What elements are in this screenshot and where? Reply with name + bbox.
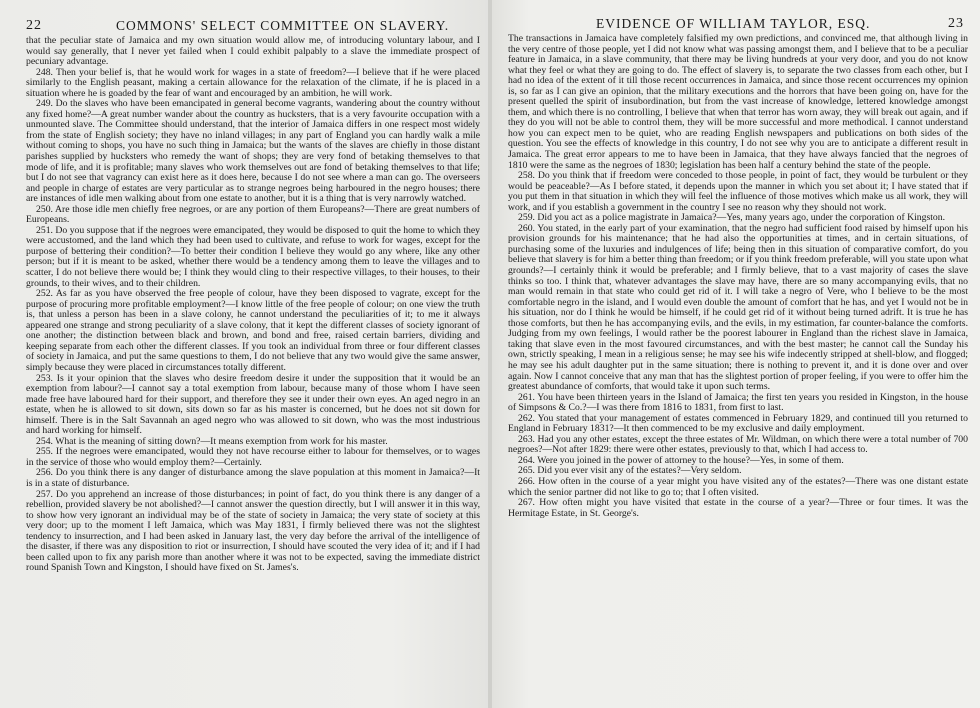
page-number: 22	[26, 18, 42, 33]
paragraph: 261. You have been thirteen years in the Island of Jamaica; the first ten years you resided in Kingston, in the house of Simpsons & Co.?—I was there from 1816 to 1831, from first to last.	[508, 391, 968, 414]
paragraph: 252. As far as you have observed the free people of colour, have they been disposed to vagrate, except for the purpose of procuring more profitable employment?—I know little of the free people of colour; on one view the truth is, that unless a person has been in a slave colony, he cannot understand the peculiarities of it; to me it always appeared one strange and strong peculiarity of a slave colony, that it kept the different classes of society ignorant of one another; the distinction between black and brown, and bond and free, raised certain barriers, dividing and keeping separate from each other the different classes. If you took an individual from three or four different classes of society in Jamaica, and put the same questions to them, I do not believe that any two would give the same answer, simply because they were placed in circumstances totally different.	[26, 288, 480, 373]
paragraph: The transactions in Jamaica have completely falsified my own predictions, and convinced me, that although living in the very centre of those people, yet I did not know what was passing amongst them, and I believe that to be a peculiar feature in Jamaica, in a slave community, that there may be living hundreds at your very door, and you do not know what they feel or what they are going to do. The effect of slavery is, to separate the two classes from each other, but I had no idea of the extent of it till those recent occurrences in Jamaica, and since those recent occurrences my opinion is, so far as I can give an opinion, that the military executions and the horrors that have been going on, have for the present quelled the spirit of insubordination, but from the vast increase of knowledge, lettered knowledge amongst them, and which there is no controlling, I believe that when that terror has worn away, they will break out again, and if they do you will not be able to control them, they will be more successful and more methodical. I cannot understand how you can expect men to be quiet, who are reading English newspapers and publications on both sides of the question. You see the effects of knowledge in this country, I do not see why you are to anticipate a different result in Jamaica. The great error appears to me to have been in Jamaica, that they have always fancied that the negroes of 1810 were the same as the negroes of 1830; legislation has been half a century behind the state of the people.	[508, 33, 968, 171]
right-text-body	[508, 34, 968, 519]
page-number: 23	[948, 16, 964, 31]
left-text-body	[26, 36, 480, 574]
paragraph: 254. What is the meaning of sitting down?—It means exemption from work for his master.	[36, 435, 388, 447]
paragraph: 256. Do you think there is any danger of disturbance among the slave population at this moment in Jamaica?—It is in a state of disturbance.	[26, 467, 480, 489]
paragraph: 265. Did you ever visit any of the estates?—Very seldom.	[518, 465, 742, 477]
paragraph: 263. Had you any other estates, except the three estates of Mr. Wildman, on which there were a total number of 700 negroes?—Not after 1829: there were other estates, previously to that, which I had access to.	[508, 433, 968, 456]
paragraph: 248. Then your belief is, that he would work for wages in a state of freedom?—I believe that if he were placed similarly to the English peasant, making a certain allowance for the relaxation of the climate, if he is placed in a situation where he is goaded by the fear of want and encouraged by an ambition, he will work.	[26, 66, 480, 99]
book-gutter	[488, 0, 492, 708]
paragraph: 267. How often might you have visited that estate in the course of a year?—Three or four times. It was the Hermitage Estate, in St. George's.	[508, 497, 968, 519]
running-head: COMMONS' SELECT COMMITTEE ON SLAVERY.	[116, 18, 450, 33]
left-header	[26, 18, 480, 36]
paragraph: 251. Do you suppose that if the negroes were emancipated, they would be disposed to quit the home to which they were accustomed, and the land which they had been used to cultivate, and refuse to work for wages, except for the purpose of bettering their condition?—To better their condition I believe they would go any where, like any other person; but if it is meant to be asked, whether there would be a tendency among them to leave the villages and to scatter, I do not believe there would be; I think they would cling to their respective villages, to their houses, to their grounds, to their wives, and to their children.	[26, 224, 480, 289]
right-page	[490, 0, 980, 708]
paragraph: 262. You stated that your management of estates commenced in February 1829, and continued till you returned to England in February 1831?—It then commenced to be my exclusive and daily employment.	[508, 412, 968, 435]
paragraph: 264. Were you joined in the power of attorney to the house?—Yes, in some of them.	[518, 454, 844, 466]
paragraph: 249. Do the slaves who have been emancipated in general become vagrants, wandering about the country without any fixed home?—A great number wander about the country as hucksters, that is a very favourite occupation with a unmounted slave. The Committee should understand, that the interior of Jamaica differs in one respect most widely from the state of English society; they have no inland villages; in any part of England you can hardly walk a mile without coming to shops, you have no such thing in Jamaica; but the wants of the slaves are chiefly in those distant parishes supplied by hucksters who remedy the want of shops; they are very fond of betaking themselves to that mode of life, and it is profitable; many slaves who work themselves out are fond of betaking themselves to that life; but I do not see that vagrancy can exist here as it does here, because I do not see where a man can go. The overseers and people in charge of estates are very particular as to strange negroes being harboured in the negro houses; there are instances of idle men walking about from one estate to another, but it is a thing that is very narrowly watched.	[26, 98, 480, 205]
paragraph: that the peculiar state of Jamaica and my own situation would allow me, of introducing voluntary labour, and I would say generally, that I never yet failed when I could exhibit palpably to a slave the immediate prospect of pecuniary advantage.	[26, 35, 480, 68]
paragraph: 266. How often in the course of a year might you have visited any of the estates?—There was one distant estate which the senior partner did not like to go to; that I often visited.	[508, 475, 968, 498]
paragraph: 259. Did you act as a police magistrate in Jamaica?—Yes, many years ago, under the corporation of Kingston.	[518, 212, 946, 224]
right-header	[508, 16, 968, 34]
paragraph: 257. Do you apprehend an increase of those disturbances; in point of fact, do you think there is any danger of a rebellion, provided slavery be not abolished?—I cannot answer the question directly, but I will answer it in this way, to show how very ignorant an individual may be of the state of society in Jamaica; the very state of society at this very door; up to the moment I left Jamaica, which was May 1831, I firmly believed there was not the slightest tendency to insurrection, and I had been asked in January last, the very day before the arrival of the intelligence of the disaster, if there was any disposition to riot or insurrection, I should have scouted the very idea of it; and if I had been called upon to fix any parish more than another where it was not to be expected, saving the immediate district round Spanish Town and Kingston, I should have fixed on St. James's.	[26, 488, 480, 574]
paragraph: 253. Is it your opinion that the slaves who desire freedom desire it under the supposition that it would be an exemption from labour?—I cannot say a total exemption from labour, because many of those whom I have seen made free have laboured hard for their support, and therefore they see it under their own eyes. An aged negro in an estate, when he is allowed to sit down, sits down so far as his master is concerned, but he does not sit down for himself. There is in the Salt Savannah an aged negro who was allowed to sit down, who was the most industrious and hard working for himself.	[26, 372, 480, 437]
paragraph: 260. You stated, in the early part of your examination, that the negro had sufficient food raised by himself upon his provision grounds for his maintenance; that he had also the opportunities at times, and in certain situations, of purchasing some of the luxuries and indulgences of life; being then in this situation of comparative comfort, do you believe that slavery is for him a better thing than freedom; or if you think freedom preferable, will you state upon what grounds?—I certainly think it would be preferable; and I firmly believe, that to a vast majority of cases the slave thinks so too. I think that, whatever advantages the slave may have, there are so many accompanying evils, that no man would remain in that state who could get rid of it. I will take a negro of Vere, who I believe to be the most comfortable negro in the island, and I would even double the amount of comfort that he has, and yet I would not be in his situation, nor do I think he would be himself, if he could get rid of it without being turned adrift. It is true he has those comforts, but then he has accompanying evils, and the evils, in my estimation, far counter-balance the comforts. Judging from my own feelings, I would rather be the poorest labourer in England than the richest slave in Jamaica, taking that slave even in the most favoured circumstances, and with the best master; he cannot call the Sunday his own, strictly speaking, I mean in a religious sense; he may see his wife indecently stripped at shell-blow, and flogged; he may see his adult daughter put in the same situation; there is nothing to prevent it, and it is done over and over again. Now I cannot conceive that any man that has the slightest portion of proper feeling, if you were to offer him the greatest abundance of comforts, that would take it upon such terms.	[508, 222, 969, 393]
paragraph: 250. Are those idle men chiefly free negroes, or are any portion of them Europeans?—There are great numbers of Europeans.	[26, 203, 480, 226]
paragraph: 255. If the negroes were emancipated, would they not have recourse either to labour for themselves, or to wages in the service of those who would employ them?—Certainly.	[26, 446, 480, 468]
paragraph: 258. Do you think that if freedom were conceded to those people, in point of fact, they would be turbulent or they would be peaceable?—As I before stated, it depends upon the manner in which you set about it; I have stated that if you put them in that situation in which they will feel the influence of those motives which make us all work, they will work, and if you establish a government in the country I see no reason why they should not work.	[508, 170, 968, 213]
running-head: EVIDENCE OF WILLIAM TAYLOR, ESQ.	[596, 16, 871, 31]
